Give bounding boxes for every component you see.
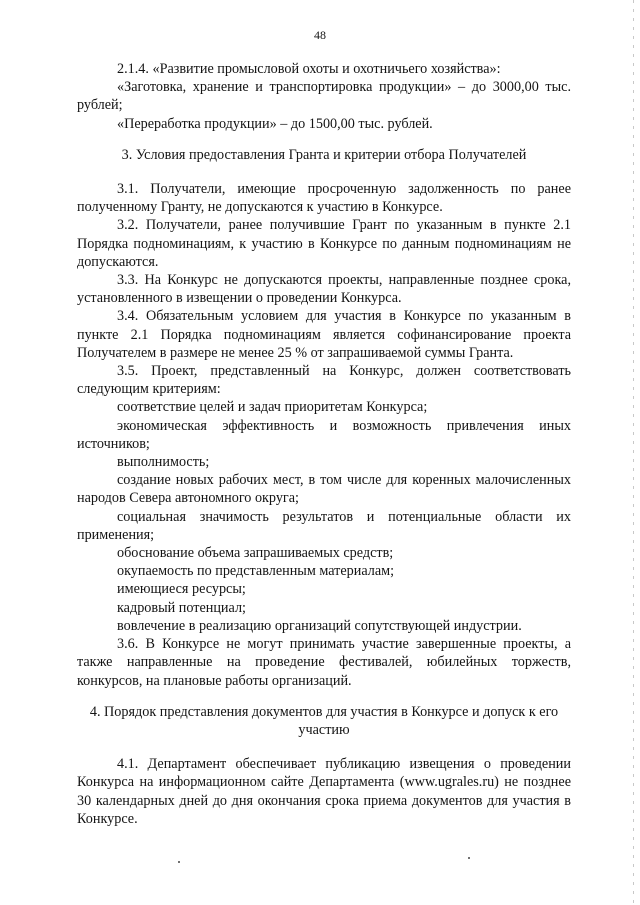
paragraph: окупаемость по представленным материалам;	[117, 563, 395, 580]
section-heading: 4. Порядок представления документов для участия в Конкурсе и допуск к его участию	[89, 703, 559, 738]
page-number: 48	[314, 28, 326, 42]
spacer	[77, 739, 571, 755]
paragraph: обоснование объема запрашиваемых средств;	[117, 545, 394, 562]
paragraph: вовлечение в реализацию организаций сопутствующей индустрии.	[117, 617, 522, 634]
section-heading: 3. Условия предоставления Гранта и критерии отбора Получателей	[121, 146, 527, 163]
paragraph: имеющиеся ресурсы;	[117, 581, 246, 598]
scan-speck	[178, 861, 180, 863]
spacer	[77, 133, 571, 146]
spacer	[77, 690, 571, 703]
paragraph: 3.5. Проект, представленный на Конкурс, должен соответствовать следующим критериям:	[77, 363, 571, 398]
paragraph: создание новых рабочих мест, в том числе для коренных малочисленных народов Севера автономного округа;	[77, 472, 571, 507]
paragraph: 3.6. В Конкурсе не могут принимать участие завершенные проекты, а также направленные на проведение фестивалей, юбилейных торжеств, конкурсов, на плановые работы организаций.	[77, 636, 571, 689]
paragraph: 4.1. Департамент обеспечивает публикацию извещения о проведении Конкурса на информационном сайте Департамента (www.ugrales.ru) не позднее 30 календарных дней до дня окончания срока приема документов для участия в Конкурсе.	[77, 756, 571, 827]
scan-speck	[468, 857, 470, 859]
scan-edge	[633, 0, 634, 905]
spacer	[77, 164, 571, 180]
paragraph: 3.2. Получатели, ранее получившие Грант по указанным в пункте 2.1 Порядка подноминациям, к участию в Конкурсе по данным подноминациям не допускаются.	[77, 217, 571, 270]
paragraph: 2.1.4. «Развитие промысловой охоты и охотничьего хозяйства»:	[117, 61, 501, 77]
paragraph: «Переработка продукции» – до 1500,00 тыс. рублей.	[117, 115, 433, 132]
paragraph: соответствие целей и задач приоритетам Конкурса;	[117, 399, 428, 416]
paragraph: 3.3. На Конкурс не допускаются проекты, направленные позднее срока, установленного в извещении о проведении Конкурса.	[77, 272, 571, 307]
paragraph: социальная значимость результатов и потенциальные области их применения;	[77, 508, 571, 543]
paragraph: «Заготовка, хранение и транспортировка продукции» – до 3000,00 тыс. рублей;	[77, 79, 571, 114]
paragraph: экономическая эффективность и возможность привлечения иных источников;	[77, 417, 571, 452]
paragraph: 3.1. Получатели, имеющие просроченную задолженность по ранее полученному Гранту, не допускаются к участию в Конкурсе.	[77, 181, 571, 216]
paragraph: кадровый потенциал;	[117, 599, 246, 616]
paragraph: 3.4. Обязательным условием для участия в Конкурсе по указанным в пункте 2.1 Порядка подноминациям является софинансирование проекта Получателем в размере не менее 25 % от запрашиваемой суммы Гранта.	[77, 308, 571, 361]
paragraph: выполнимость;	[117, 454, 210, 471]
document-body	[77, 60, 571, 828]
